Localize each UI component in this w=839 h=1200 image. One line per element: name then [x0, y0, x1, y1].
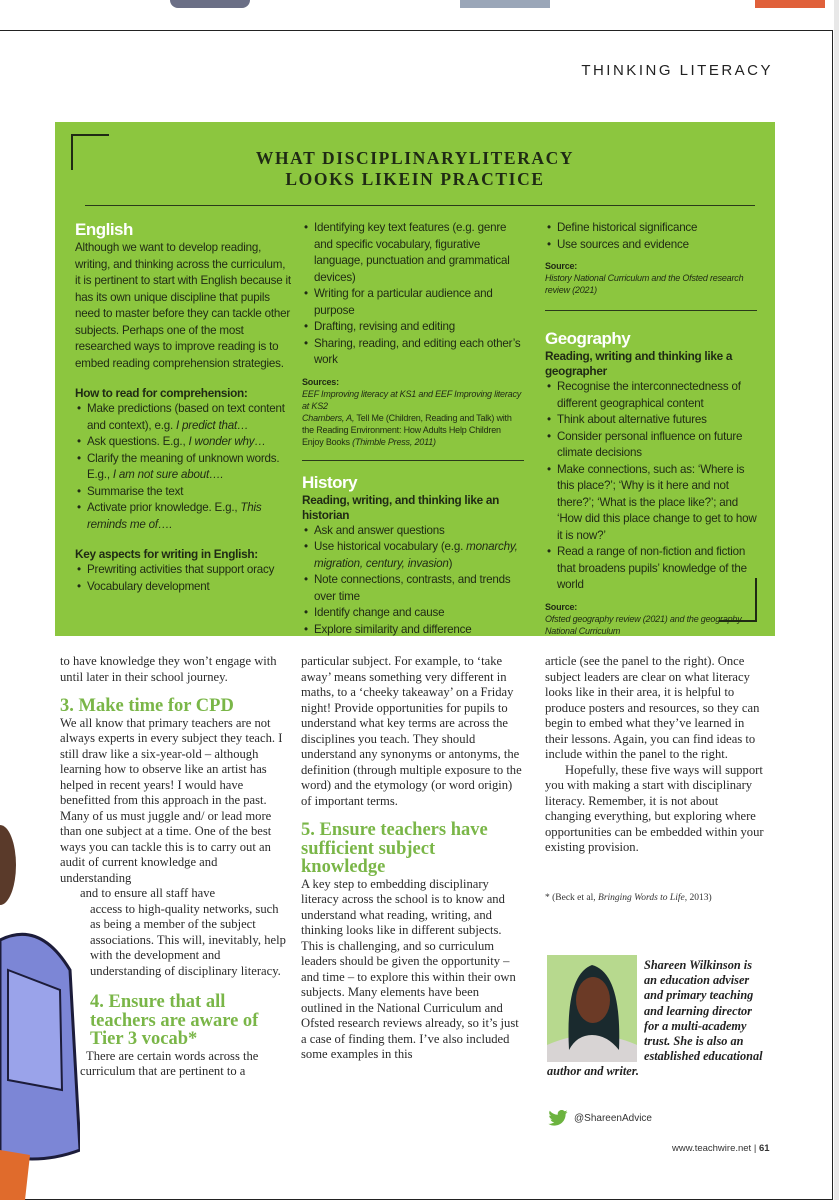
source: EEF Improving literacy at KS1 and EEF Improving literacy at KS2 [302, 388, 522, 411]
sources-label: Sources: [302, 376, 339, 387]
list-item: • Read a range of non-fiction and fiction that broadens pupils’ knowledge of the world [545, 544, 757, 594]
article-column-2: particular subject. For example, to ‘take away’ means something very different in maths, to a ‘cheeky takeaway’ on a Friday night! Provide opportunities for pupils to understand what key terms are across the disciplines you teach. They should understand any synonyms or antonyms, the definition (through multiple exposure to the word) and the etymology (or word origin) of important terms. 5. Ensure teachers have sufficient subject knowledge A key step to embedding disciplinary literacy across the school is to know and understand what reading, writing, and thinking looks like in different subjects. This is challenging, and so curriculum leaders should be given the opportunity – and time – to explore this within their own subjects. Many elements have been outlined in the National Curriculum and Ofsted research reviews already, so it’s just a case of finding them. I’ve also included some examples in this [301, 654, 522, 1061]
source-label: Source: [545, 261, 578, 271]
comprehension-list [75, 401, 293, 533]
list-item: • Make connections, such as: ‘Where is this place?’; ‘Why is it here and not there?’; ‘What is the place like?’; and ‘How did this place change to get to how it is now?’ [545, 462, 757, 545]
page-footer: www.teachwire.net | 61 [672, 1143, 770, 1154]
history-subheading: Reading, writing, and thinking like an historian [302, 492, 500, 522]
english-heading: English [75, 220, 133, 239]
heading-make-time-for-cpd: 3. Make time for CPD [60, 696, 234, 716]
heading-subject-knowledge: 5. Ensure teachers have sufficient subject knowledge [301, 820, 488, 877]
divider [545, 310, 757, 311]
list-item: • Explore similarity and difference [302, 622, 524, 639]
list-item: • Recognise the interconnectedness of different geographical content [545, 379, 757, 412]
list-item: • Use sources and evidence [545, 237, 757, 254]
history-geography-column [545, 220, 757, 637]
twitter-bird-icon [548, 1110, 568, 1126]
list-item: • Ask questions. E.g., I wonder why… [75, 434, 293, 451]
list-item: • Use historical vocabulary (e.g. monarchy, migration, century, invasion) [302, 539, 524, 572]
footnote: * (Beck et al, Bringing Words to Life, 2013) [545, 893, 712, 903]
divider [85, 205, 755, 206]
list-item: • Note connections, contrasts, and trends over time [302, 572, 524, 605]
list-item: • Prewriting activities that support oracy [75, 562, 293, 579]
english-column [75, 220, 293, 595]
source: History National Curriculum and the Ofsted research review (2021) [545, 273, 744, 295]
divider [302, 460, 524, 461]
source: Chambers, A, Tell Me (Children, Reading and Talk) with the Reading Environment: How Adults Help Children Enjoy Books (Thimble Press, 2011) [302, 412, 512, 447]
list-item: • Activate prior knowledge. E.g., This reminds me of…. [75, 500, 293, 533]
list-item: • Think about alternative futures [545, 412, 757, 429]
list-item: • Identifying key text features (e.g. genre and specific vocabulary, figurative language, punctuation and grammatical devices) [302, 220, 524, 286]
twitter-handle-link[interactable]: @ShareenAdvice [548, 1110, 652, 1126]
previous-page-strip [0, 0, 839, 10]
writing-heading: Key aspects for writing in English: [75, 547, 258, 561]
history-heading: History [302, 472, 358, 492]
article-column-1: to have knowledge they won’t engage with until later in their school journey. 3. Make time for CPD We all know that primary teachers are not always experts in every subject they teach. I still draw like a six-year-old – although learning how to observe like an artist has helped in recent years! I would have benefitted from this approach in the past. Many of us must juggle and/ or lead more than one subject at a time. One of the best ways you can tackle this is to carry out an audit of current knowledge and understanding and to ensure all staff have access to high-quality networks, such as being a member of the subject associations. This will, inevitably, help with the development and understanding of disciplinary literacy. 4. Ensure that all teachers are aware of Tier 3 vocab* There are certain words across the curriculum that are pertinent to a [60, 654, 290, 1080]
english-intro: Although we want to develop reading, writing, and thinking across the curriculum, it is pertinent to start with English because it has its own unique discipline that pupils need to master before they can tackle other subjects. Perhaps one of the most researched ways to improve reading is to embed reading comprehension strategies. [75, 241, 291, 370]
source-label: Source: [545, 601, 578, 612]
list-item: • Make predictions (based on text content and context), e.g. I predict that… [75, 401, 293, 434]
list-item: • Ask and answer questions [302, 523, 524, 540]
comprehension-heading: How to read for comprehension: [75, 386, 248, 400]
list-item: • Clarify the meaning of unknown words. E.g., I am not sure about…. [75, 451, 293, 484]
disciplinary-literacy-panel [55, 122, 775, 636]
list-item: • Drafting, revising and editing [302, 319, 524, 336]
list-item: • Sharing, reading, and editing each other’s work [302, 336, 524, 369]
list-item: • Summarise the text [75, 484, 293, 501]
list-item: • Consider personal influence on future climate decisions [545, 429, 757, 462]
list-item: • Identify change and cause [302, 605, 524, 622]
list-item: • Writing for a particular audience and purpose [302, 286, 524, 319]
author-bio: Shareen Wilkinson is an education adviser and primary teaching and learning director for a multi-academy trust. She is also an established educational author and writer. [547, 958, 763, 1079]
english-history-column [302, 220, 524, 638]
geography-heading: Geography [545, 329, 631, 348]
section-tag: THINKING LITERACY [581, 62, 773, 79]
list-item: • Define historical significance [545, 220, 757, 237]
panel-title: WHAT DISCIPLINARYLITERACY LOOKS LIKEIN PRACTICE [255, 148, 575, 189]
viewer-gutter [834, 0, 839, 1200]
list-item: • Vocabulary development [75, 579, 293, 596]
page-number: 61 [758, 1143, 770, 1154]
article-column-3: article (see the panel to the right). Once subject leaders are clear on what literacy looks like in their area, it is helpful to produce posters and resources, so they can begin to embed what they’ve learned in their lessons. Again, you can find ideas to include within the panel to the right. Hopefully, these five ways will support you with making a start with disciplinary literacy. Remember, it is not about changing everything, but exploring where opportunities can be embedded within your existing provision. [545, 654, 764, 854]
source: Ofsted geography review (2021) and the geography National Curriculum [545, 613, 742, 636]
heading-tier-3-vocab: 4. Ensure that all teachers are aware of Tier 3 vocab* [90, 992, 259, 1049]
geography-subheading: Reading, writing and thinking like a geographer [545, 349, 733, 378]
